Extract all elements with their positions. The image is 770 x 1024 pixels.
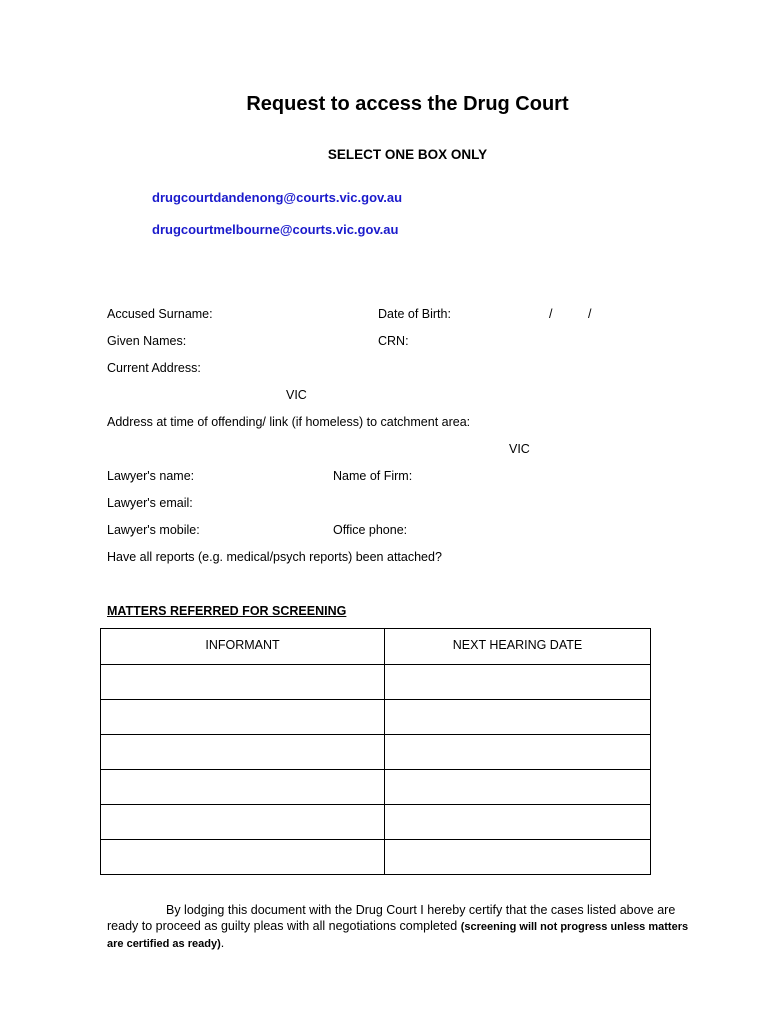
informant-cell[interactable] xyxy=(101,840,385,875)
next-hearing-date-cell[interactable] xyxy=(385,840,651,875)
lawyer-name-label: Lawyer's name: xyxy=(107,469,195,483)
offending-address-label: Address at time of offending/ link (if homeless) to catchment area: xyxy=(107,415,471,429)
lawyer-mobile-label: Lawyer's mobile: xyxy=(107,523,200,537)
current-address-state: VIC xyxy=(286,388,307,402)
page-title: Request to access the Drug Court xyxy=(246,93,569,115)
crn-label: CRN: xyxy=(378,334,409,348)
next-hearing-date-cell[interactable] xyxy=(385,735,651,770)
matters-table xyxy=(100,628,651,875)
certification-statement xyxy=(107,902,707,952)
firm-name-label: Name of Firm: xyxy=(333,469,413,483)
table-header-row xyxy=(101,629,651,665)
table-row xyxy=(101,735,651,770)
reports-question: Have all reports (e.g. medical/psych reports) been attached? xyxy=(107,550,442,564)
certification-warning: (screening will not progress unless matters are certified as ready) xyxy=(107,921,689,950)
given-names-label: Given Names: xyxy=(107,334,187,348)
date-of-birth-label: Date of Birth: xyxy=(378,307,451,321)
next-hearing-date-cell[interactable] xyxy=(385,700,651,735)
next-hearing-date-cell[interactable] xyxy=(385,770,651,805)
office-phone-label: Office phone: xyxy=(333,523,408,537)
certification-end: . xyxy=(220,936,225,950)
offending-address-state: VIC xyxy=(509,442,530,456)
next-hearing-date-cell[interactable] xyxy=(385,805,651,840)
dob-separator: / xyxy=(588,307,592,321)
informant-cell[interactable] xyxy=(101,735,385,770)
matters-heading: MATTERS REFERRED FOR SCREENING xyxy=(107,604,347,618)
next-hearing-date-column-header: NEXT HEARING DATE xyxy=(385,629,651,665)
certification-text: By lodging this document with the Drug Court I hereby certify that the cases listed above are ready to proceed as guilty pleas with all negotiations completed xyxy=(107,903,676,933)
email-link-melbourne[interactable]: drugcourtmelbourne@courts.vic.gov.au xyxy=(152,222,399,237)
page-subtitle: SELECT ONE BOX ONLY xyxy=(327,147,488,162)
table-row xyxy=(101,840,651,875)
table-row xyxy=(101,700,651,735)
dob-separator: / xyxy=(549,307,553,321)
next-hearing-date-cell[interactable] xyxy=(385,665,651,700)
informant-cell[interactable] xyxy=(101,805,385,840)
accused-surname-label: Accused Surname: xyxy=(107,307,213,321)
table-row xyxy=(101,665,651,700)
table-row xyxy=(101,770,651,805)
informant-column-header: INFORMANT xyxy=(101,629,385,665)
table-row xyxy=(101,805,651,840)
lawyer-email-label: Lawyer's email: xyxy=(107,496,193,510)
email-link-dandenong[interactable]: drugcourtdandenong@courts.vic.gov.au xyxy=(152,190,403,205)
informant-cell[interactable] xyxy=(101,665,385,700)
informant-cell[interactable] xyxy=(101,700,385,735)
current-address-label: Current Address: xyxy=(107,361,201,375)
informant-cell[interactable] xyxy=(101,770,385,805)
